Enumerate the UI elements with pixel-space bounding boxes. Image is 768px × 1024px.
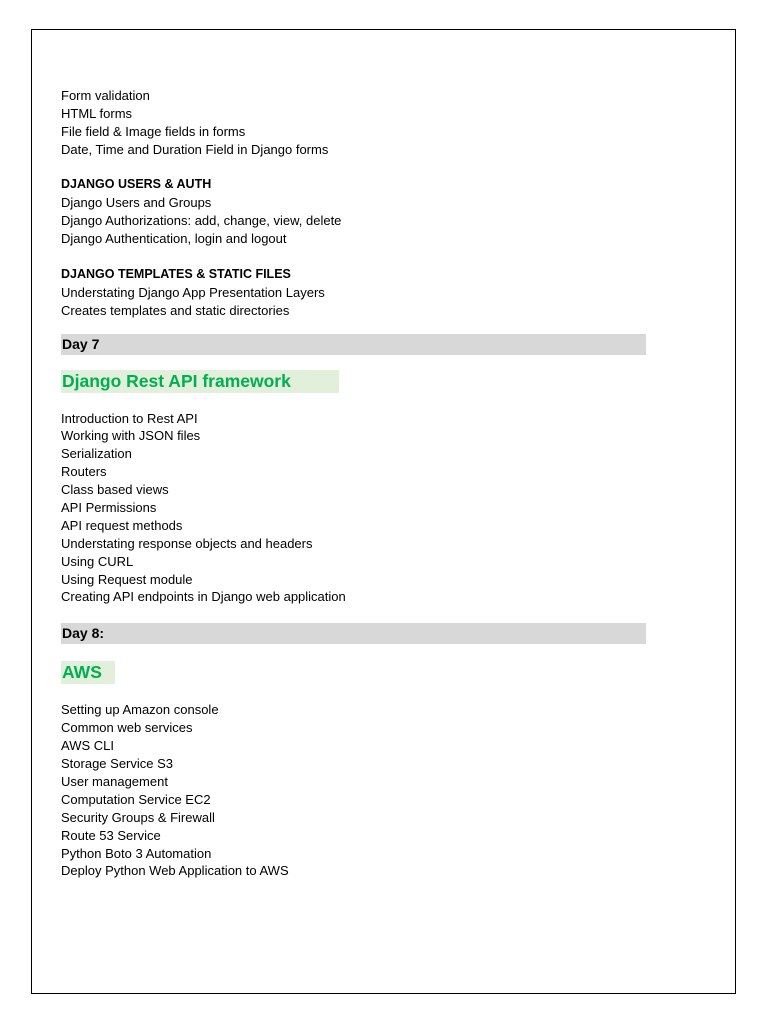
day-8-topic-list xyxy=(61,701,646,880)
list-item: Deploy Python Web Application to AWS xyxy=(61,863,289,879)
spacer xyxy=(61,684,646,701)
day-7-topic-list xyxy=(61,410,646,607)
list-item: Understating Django App Presentation Layers xyxy=(61,284,325,300)
list-item: Routers xyxy=(61,464,107,480)
list-item: Date, Time and Duration Field in Django forms xyxy=(61,141,329,157)
list-item: Common web services xyxy=(61,720,193,736)
day-8-header: Day 8: xyxy=(61,623,646,644)
list-item: File field & Image fields in forms xyxy=(61,123,246,139)
list-item: Computation Service EC2 xyxy=(61,791,211,807)
day-8-title: AWS xyxy=(61,661,115,684)
forms-topic-list xyxy=(61,87,646,159)
spacer xyxy=(61,606,646,623)
list-item: API Permissions xyxy=(61,500,157,516)
list-item: User management xyxy=(61,773,168,789)
list-item: API request methods xyxy=(61,517,183,533)
spacer xyxy=(61,644,646,661)
list-item: AWS CLI xyxy=(61,738,114,754)
list-item: Creating API endpoints in Django web application xyxy=(61,589,346,605)
section-heading: DJANGO TEMPLATES & STATIC FILES xyxy=(61,266,291,281)
list-item: Creates templates and static directories xyxy=(61,302,290,318)
list-item: Form validation xyxy=(61,88,150,103)
document-content xyxy=(61,87,646,880)
list-item: Class based views xyxy=(61,482,169,498)
list-item: HTML forms xyxy=(61,105,133,121)
list-item: Using CURL xyxy=(61,553,134,569)
list-item: Route 53 Service xyxy=(61,827,161,843)
day-7-header: Day 7 xyxy=(61,334,646,355)
templates-static-section xyxy=(61,266,646,320)
list-item: Django Authorizations: add, change, view, delete xyxy=(61,213,342,229)
list-item: Django Authentication, login and logout xyxy=(61,231,287,247)
list-item: Setting up Amazon console xyxy=(61,702,219,718)
list-item: Serialization xyxy=(61,446,132,462)
list-item: Django Users and Groups xyxy=(61,195,212,211)
list-item: Introduction to Rest API xyxy=(61,410,198,426)
list-item: Using Request module xyxy=(61,571,193,587)
list-item: Understating response objects and headers xyxy=(61,535,313,551)
users-auth-section xyxy=(61,176,646,248)
spacer xyxy=(61,159,646,177)
spacer xyxy=(61,355,646,370)
section-heading: DJANGO USERS & AUTH xyxy=(61,177,212,192)
spacer xyxy=(61,320,646,334)
spacer xyxy=(61,393,646,410)
list-item: Working with JSON files xyxy=(61,428,201,444)
list-item: Python Boto 3 Automation xyxy=(61,845,212,861)
list-item: Storage Service S3 xyxy=(61,756,174,772)
list-item: Security Groups & Firewall xyxy=(61,809,215,825)
day-7-title: Django Rest API framework xyxy=(61,370,339,393)
spacer xyxy=(61,248,646,266)
